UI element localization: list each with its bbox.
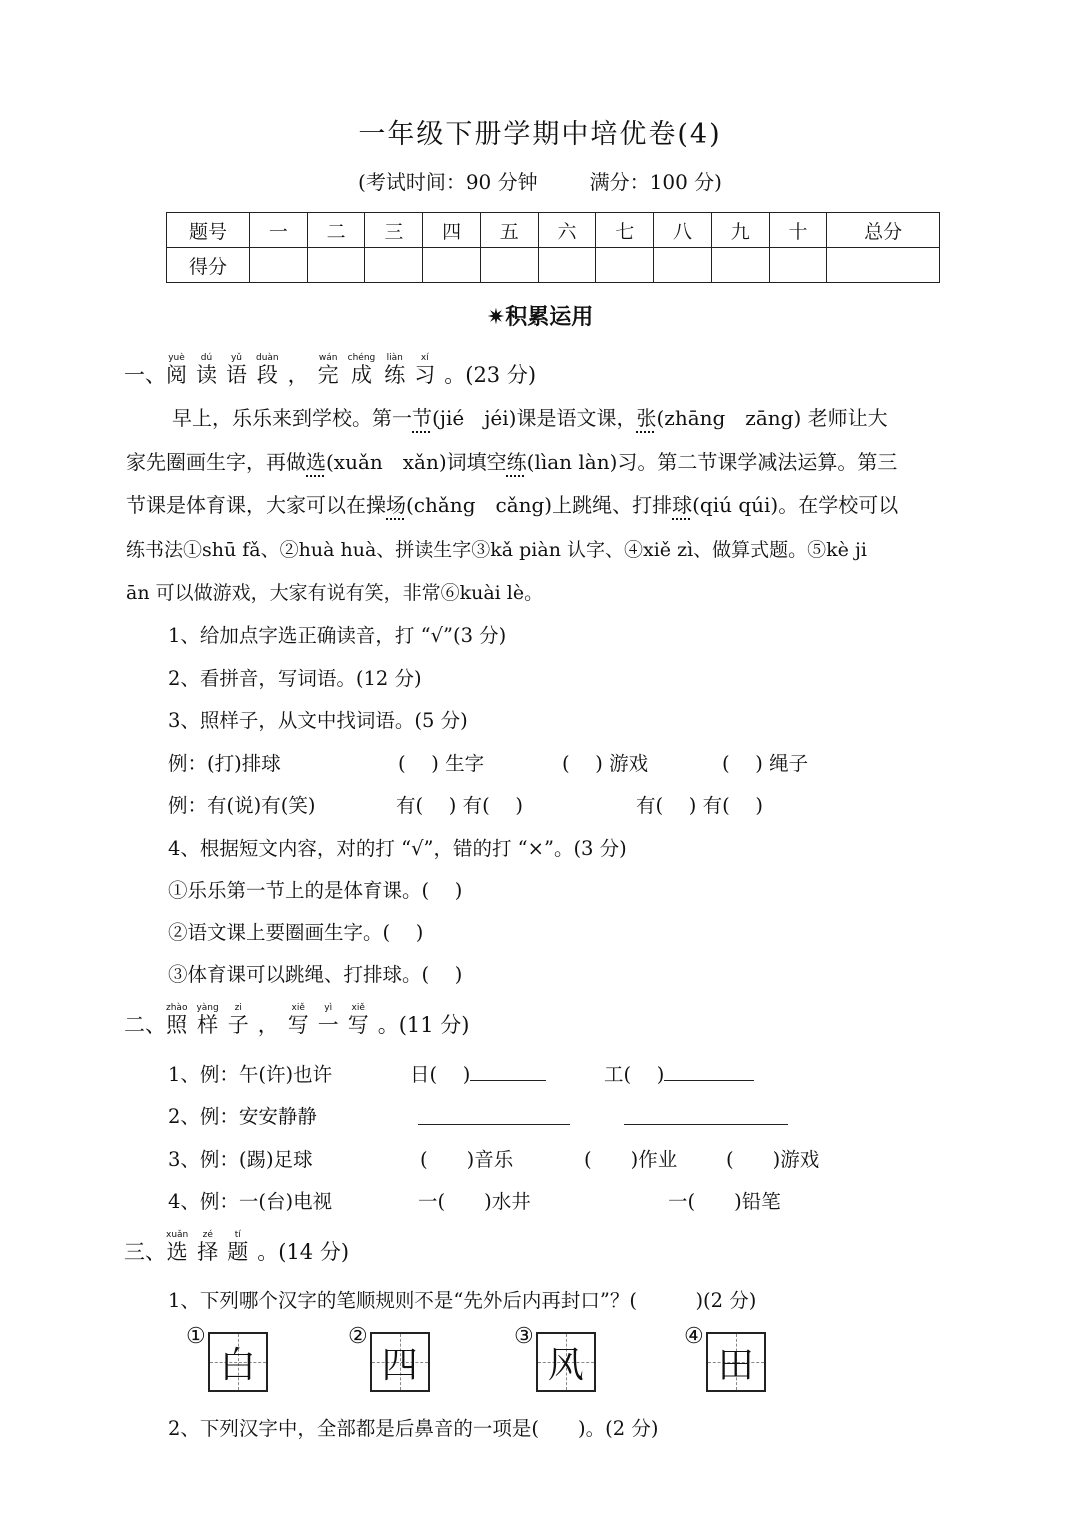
passage-text: (xuǎn xǎn)词填空 bbox=[326, 450, 507, 474]
score-cell: 五 bbox=[480, 213, 538, 248]
fill-blank-item[interactable] bbox=[410, 1059, 546, 1087]
tian-grid-box bbox=[208, 1332, 268, 1392]
ruby-char bbox=[196, 353, 217, 387]
score-entry-cell[interactable] bbox=[711, 248, 769, 283]
ruby-char bbox=[384, 353, 405, 387]
pinyin-heading bbox=[166, 1003, 378, 1037]
score-entry-cell[interactable] bbox=[654, 248, 712, 283]
pinyin-heading bbox=[166, 1230, 257, 1264]
pinyin-text: yì bbox=[324, 1003, 333, 1013]
sub-question: 3、照样子，从文中找词语。(5 分) bbox=[168, 709, 468, 732]
score-cell: 题号 bbox=[167, 213, 250, 248]
sub-question: 2、下列汉字中，全部都是后鼻音的一项是( )。(2 分) bbox=[168, 1417, 659, 1440]
score-entry-cell[interactable] bbox=[596, 248, 654, 283]
fill-blank-item[interactable]: ( )游戏 bbox=[726, 1148, 820, 1171]
choice-number: ④ bbox=[684, 1324, 704, 1349]
question-1-heading bbox=[124, 353, 536, 387]
hanzi-text: ， bbox=[287, 363, 309, 387]
pinyin-text: yǔ bbox=[230, 353, 243, 363]
fill-blank-item[interactable] bbox=[418, 1106, 570, 1129]
choice-option-2[interactable] bbox=[348, 1324, 430, 1392]
hanzi-text: 一 bbox=[317, 1013, 339, 1037]
dotted-char: 选 bbox=[306, 450, 326, 474]
passage-line bbox=[126, 489, 898, 518]
passage-text: (jié jéi)课是语文课， bbox=[432, 406, 637, 430]
tian-grid-box bbox=[706, 1332, 766, 1392]
example-label: 3、例：(踢)足球 bbox=[168, 1148, 313, 1171]
blank-prefix: 工( ) bbox=[604, 1063, 665, 1086]
ruby-char bbox=[256, 353, 279, 387]
score-cell: 二 bbox=[307, 213, 365, 248]
choice-option-3[interactable] bbox=[514, 1324, 596, 1392]
fill-blank-item[interactable]: 一( )水井 bbox=[418, 1190, 531, 1213]
exam-time: (考试时间：90 分钟 bbox=[358, 170, 538, 194]
question-3-heading bbox=[124, 1230, 349, 1264]
ruby-char bbox=[258, 1013, 279, 1037]
score-entry-cell[interactable] bbox=[307, 248, 365, 283]
hanzi-text: 段 bbox=[256, 363, 278, 387]
passage-text: 家先圈画生字，再做 bbox=[126, 450, 306, 474]
hanzi-text: 习 bbox=[414, 363, 436, 387]
question-score: 。(23 分) bbox=[444, 363, 537, 387]
pinyin-text: chéng bbox=[347, 353, 376, 363]
ruby-char bbox=[348, 353, 376, 387]
passage-line: ān 可以做游戏，大家有说有笑，非常⑥kuài lè。 bbox=[126, 582, 544, 604]
example-label: 1、例：午(许)也许 bbox=[168, 1063, 333, 1086]
choice-number: ② bbox=[348, 1324, 368, 1349]
blank-prefix: 日( ) bbox=[410, 1063, 471, 1086]
fill-blank-item[interactable]: 一( )铅笔 bbox=[668, 1190, 781, 1213]
judge-item[interactable]: ②语文课上要圈画生字。( ) bbox=[168, 921, 424, 944]
answer-line[interactable] bbox=[470, 1062, 546, 1081]
passage-text: 节课是体育课，大家可以在操 bbox=[126, 493, 386, 517]
pinyin-text: xuǎn bbox=[166, 1230, 189, 1240]
passage-text: (qiú qúi)。在学校可以 bbox=[692, 493, 899, 517]
answer-line[interactable] bbox=[664, 1062, 754, 1081]
tian-grid-box bbox=[370, 1332, 430, 1392]
hanzi-text: 完 bbox=[317, 363, 339, 387]
score-entry-cell[interactable] bbox=[250, 248, 308, 283]
example-label: 例：有(说)有(笑) bbox=[168, 794, 316, 817]
exam-title: 一年级下册学期中培优卷(4) bbox=[358, 119, 722, 150]
choice-number: ① bbox=[186, 1324, 206, 1349]
hanzi-text: 写 bbox=[287, 1013, 309, 1037]
ruby-char bbox=[166, 1230, 188, 1264]
hanzi-text: 写 bbox=[347, 1013, 369, 1037]
pinyin-text: zi bbox=[234, 1003, 242, 1013]
ruby-char bbox=[288, 363, 309, 387]
score-cell: 八 bbox=[654, 213, 712, 248]
dotted-char: 张 bbox=[636, 406, 657, 430]
grid-character: 田 bbox=[717, 1344, 754, 1386]
dotted-char: 球 bbox=[672, 493, 693, 517]
example-label: 4、例：一(台)电视 bbox=[168, 1190, 333, 1213]
pinyin-text: tí bbox=[234, 1230, 241, 1240]
pinyin-text: xiě bbox=[351, 1003, 365, 1013]
score-entry-cell[interactable] bbox=[365, 248, 423, 283]
answer-line[interactable] bbox=[624, 1106, 788, 1125]
fill-blank-item[interactable]: 有( ) 有( ) bbox=[396, 794, 524, 817]
section-title: ✷积累运用 bbox=[486, 305, 594, 330]
score-cell: 一 bbox=[250, 213, 308, 248]
pinyin-text: xiě bbox=[291, 1003, 305, 1013]
hanzi-text: 题 bbox=[227, 1240, 249, 1264]
choice-option-4[interactable] bbox=[684, 1324, 766, 1392]
pinyin-text: dú bbox=[200, 353, 213, 363]
dotted-char: 练 bbox=[506, 450, 527, 474]
ruby-char bbox=[348, 1003, 369, 1037]
ruby-char bbox=[318, 1003, 339, 1037]
ruby-char bbox=[414, 353, 435, 387]
fill-blank-item[interactable]: ( )音乐 bbox=[420, 1148, 514, 1171]
pinyin-text: xí bbox=[420, 353, 429, 363]
fill-blank-item[interactable] bbox=[624, 1106, 788, 1129]
ruby-char bbox=[318, 353, 339, 387]
question-number: 三、 bbox=[124, 1240, 166, 1264]
exam-full-score: 满分：100 分) bbox=[589, 170, 722, 194]
score-cell: 三 bbox=[365, 213, 423, 248]
question-number: 一、 bbox=[124, 363, 166, 387]
hanzi-text: 练 bbox=[384, 363, 406, 387]
hanzi-text: 选 bbox=[166, 1240, 188, 1264]
score-cell: 四 bbox=[423, 213, 481, 248]
judge-item[interactable]: ①乐乐第一节上的是体育课。( ) bbox=[168, 879, 463, 902]
passage-text: (chǎng cǎng)上跳绳、打排 bbox=[406, 493, 673, 517]
passage-line: 练书法①shū fǎ、②huà huà、拼读生字③kǎ piàn 认字、④xiě zì、做算式题。⑤kè ji bbox=[126, 539, 867, 561]
hanzi-text: ， bbox=[257, 1013, 279, 1037]
pinyin-text: wán bbox=[318, 353, 338, 363]
answer-line[interactable] bbox=[418, 1106, 570, 1125]
question-score: 。(11 分) bbox=[377, 1013, 470, 1037]
score-cell: 七 bbox=[596, 213, 654, 248]
ruby-char bbox=[166, 353, 187, 387]
sub-question: 1、下列哪个汉字的笔顺规则不是“先外后内再封口”？( )(2 分) bbox=[168, 1289, 757, 1312]
sub-question: 4、根据短文内容，对的打 “√”，错的打 “×”。(3 分) bbox=[168, 837, 627, 860]
ruby-char bbox=[196, 1003, 218, 1037]
example-label: 例：(打)排球 bbox=[168, 752, 281, 775]
score-row-label: 得分 bbox=[167, 248, 250, 283]
fill-blank-item[interactable]: ( ) 生字 bbox=[398, 752, 485, 775]
ruby-char bbox=[226, 353, 247, 387]
score-table bbox=[166, 212, 940, 283]
grid-character: 四 bbox=[381, 1344, 418, 1386]
hanzi-text: 择 bbox=[197, 1240, 219, 1264]
score-cell: 总分 bbox=[827, 213, 940, 248]
fill-blank-item[interactable] bbox=[604, 1059, 754, 1087]
score-entry-cell[interactable] bbox=[769, 248, 827, 283]
fill-blank-item[interactable]: 有( ) 有( ) bbox=[636, 794, 764, 817]
choice-option-1[interactable] bbox=[186, 1324, 268, 1392]
fill-blank-item[interactable]: ( ) 游戏 bbox=[562, 752, 649, 775]
score-entry-cell[interactable] bbox=[538, 248, 596, 283]
score-table-score-row bbox=[167, 248, 940, 283]
question-number: 二、 bbox=[124, 1013, 166, 1037]
hanzi-text: 阅 bbox=[166, 363, 187, 387]
hanzi-text: 子 bbox=[227, 1013, 249, 1037]
hanzi-text: 成 bbox=[350, 363, 372, 387]
exam-subtitle bbox=[0, 166, 1080, 195]
score-entry-cell[interactable] bbox=[480, 248, 538, 283]
hanzi-text: 照 bbox=[166, 1013, 188, 1037]
pinyin-text: zhào bbox=[166, 1003, 188, 1013]
score-cell: 十 bbox=[769, 213, 827, 248]
passage-line bbox=[126, 446, 897, 475]
passage-text: 早上，乐乐来到学校。第一 bbox=[172, 406, 412, 430]
choice-number: ③ bbox=[514, 1324, 534, 1349]
pinyin-text: zé bbox=[202, 1230, 213, 1240]
judge-item[interactable]: ③体育课可以跳绳、打排球。( ) bbox=[168, 963, 463, 986]
sub-question: 1、给加点字选正确读音，打 “√”(3 分) bbox=[168, 624, 507, 647]
score-cell: 九 bbox=[711, 213, 769, 248]
dotted-char: 场 bbox=[386, 493, 406, 517]
dotted-char: 节 bbox=[412, 406, 432, 430]
tian-grid-box bbox=[536, 1332, 596, 1392]
score-entry-cell[interactable] bbox=[827, 248, 940, 283]
ruby-char bbox=[228, 1003, 249, 1037]
score-entry-cell[interactable] bbox=[423, 248, 481, 283]
passage-text: (lìan làn)习。第二节课学减法运算。第三 bbox=[526, 450, 898, 474]
example-label: 2、例：安安静静 bbox=[168, 1105, 317, 1128]
passage-text: (zhāng zāng) 老师让大 bbox=[656, 406, 888, 430]
grid-character: 白 bbox=[219, 1344, 256, 1386]
hanzi-text: 样 bbox=[197, 1013, 219, 1037]
pinyin-heading bbox=[166, 353, 444, 387]
fill-blank-item[interactable]: ( ) 绳子 bbox=[722, 752, 809, 775]
score-cell: 六 bbox=[538, 213, 596, 248]
ruby-char bbox=[166, 1003, 187, 1037]
pinyin-text: yuè bbox=[168, 353, 185, 363]
ruby-char bbox=[197, 1230, 218, 1264]
sub-question: 2、看拼音，写词语。(12 分) bbox=[168, 667, 422, 690]
ruby-char bbox=[227, 1230, 248, 1264]
score-table-header-row bbox=[167, 213, 940, 248]
pinyin-text: duàn bbox=[256, 353, 279, 363]
fill-blank-item[interactable]: ( )作业 bbox=[584, 1148, 678, 1171]
question-2-heading bbox=[124, 1003, 470, 1037]
question-score: 。(14 分) bbox=[257, 1240, 350, 1264]
hanzi-text: 语 bbox=[226, 363, 247, 387]
pinyin-text: yàng bbox=[196, 1003, 219, 1013]
pinyin-text: liàn bbox=[386, 353, 403, 363]
ruby-char bbox=[288, 1003, 309, 1037]
hanzi-text: 读 bbox=[196, 363, 217, 387]
passage-line bbox=[172, 402, 888, 431]
grid-character: 风 bbox=[547, 1344, 584, 1386]
